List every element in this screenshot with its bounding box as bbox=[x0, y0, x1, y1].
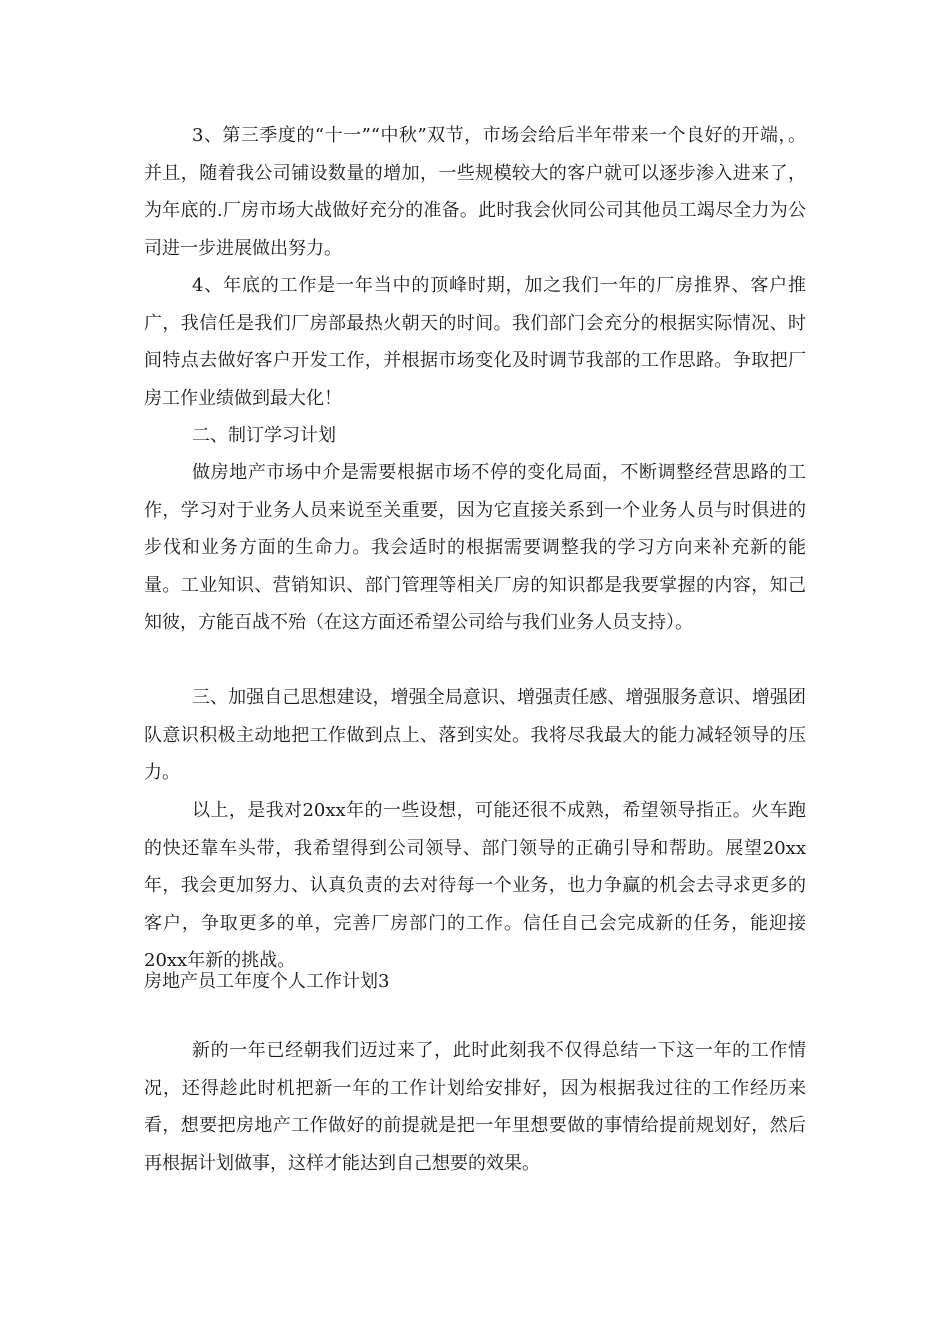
paragraph-thought-building: 三、加强自己思想建设，增强全局意识、增强责任感、增强服务意识、增强团队意识积极主动地把工作做到点上、落到实处。我将尽我最大的能力减轻领导的压力。 bbox=[144, 687, 806, 783]
heading-study-plan: 二、制订学习计划 bbox=[192, 425, 336, 446]
paragraph-study-plan: 做房地产市场中介是需要根据市场不停的变化局面，不断调整经营思路的工作，学习对于业务人员来说至关重要，因为它直接关系到一个业务人员与时俱进的步伐和业务方面的生命力。我会适时的根据需要调整我的学习方向来补充新的能量。工业知识、营销知识、部门管理等相关厂房的知识都是我要掌握的内容，知己知彼，方能百战不殆（在这方面还希望公司给与我们业务人员支持）。 bbox=[144, 462, 806, 633]
paragraph-year-end-plan: 4、年底的工作是一年当中的顶峰时期，加之我们一年的厂房推界、客户推广，我信任是我们厂房部最热火朝天的时间。我们部门会充分的根据实际情况、时间特点去做好客户开发工作，并根据市场变化及时调节我部的工作思路。争取把厂房工作业绩做到最大化！ bbox=[144, 275, 806, 409]
paragraph-new-year: 新的一年已经朝我们迈过来了，此时此刻我不仅得总结一下这一年的工作情况，还得趁此时机把新一年的工作计划给安排好，因为根据我过往的工作经历来看，想要把房地产工作做好的前提就是把一年里想要做的事情给提前规划好，然后再根据计划做事，这样才能达到自己想要的效果。 bbox=[144, 1040, 806, 1174]
paragraph-q3-plan: 3、第三季度的“十一”“中秋”双节，市场会给后半年带来一个良好的开端，。并且，随着我公司铺设数量的增加，一些规模较大的客户就可以逐步渗入进来了，为年底的.厂房市场大战做好充分的准备。此时我会伙同公司其他员工竭尽全力为公司进一步进展做出努力。 bbox=[144, 125, 806, 259]
section-title: 房地产员工年度个人工作计划3 bbox=[144, 971, 390, 992]
paragraph-summary: 以上，是我对20xx年的一些设想，可能还很不成熟，希望领导指正。火车跑的快还靠车头带，我希望得到公司领导、部门领导的正确引导和帮助。展望20xx年，我会更加努力、认真负责的去对待每一个业务，也力争赢的机会去寻求更多的客户，争取更多的单，完善厂房部门的工作。信任自己会完成新的任务，能迎接20xx年新的挑战。 bbox=[144, 800, 806, 971]
